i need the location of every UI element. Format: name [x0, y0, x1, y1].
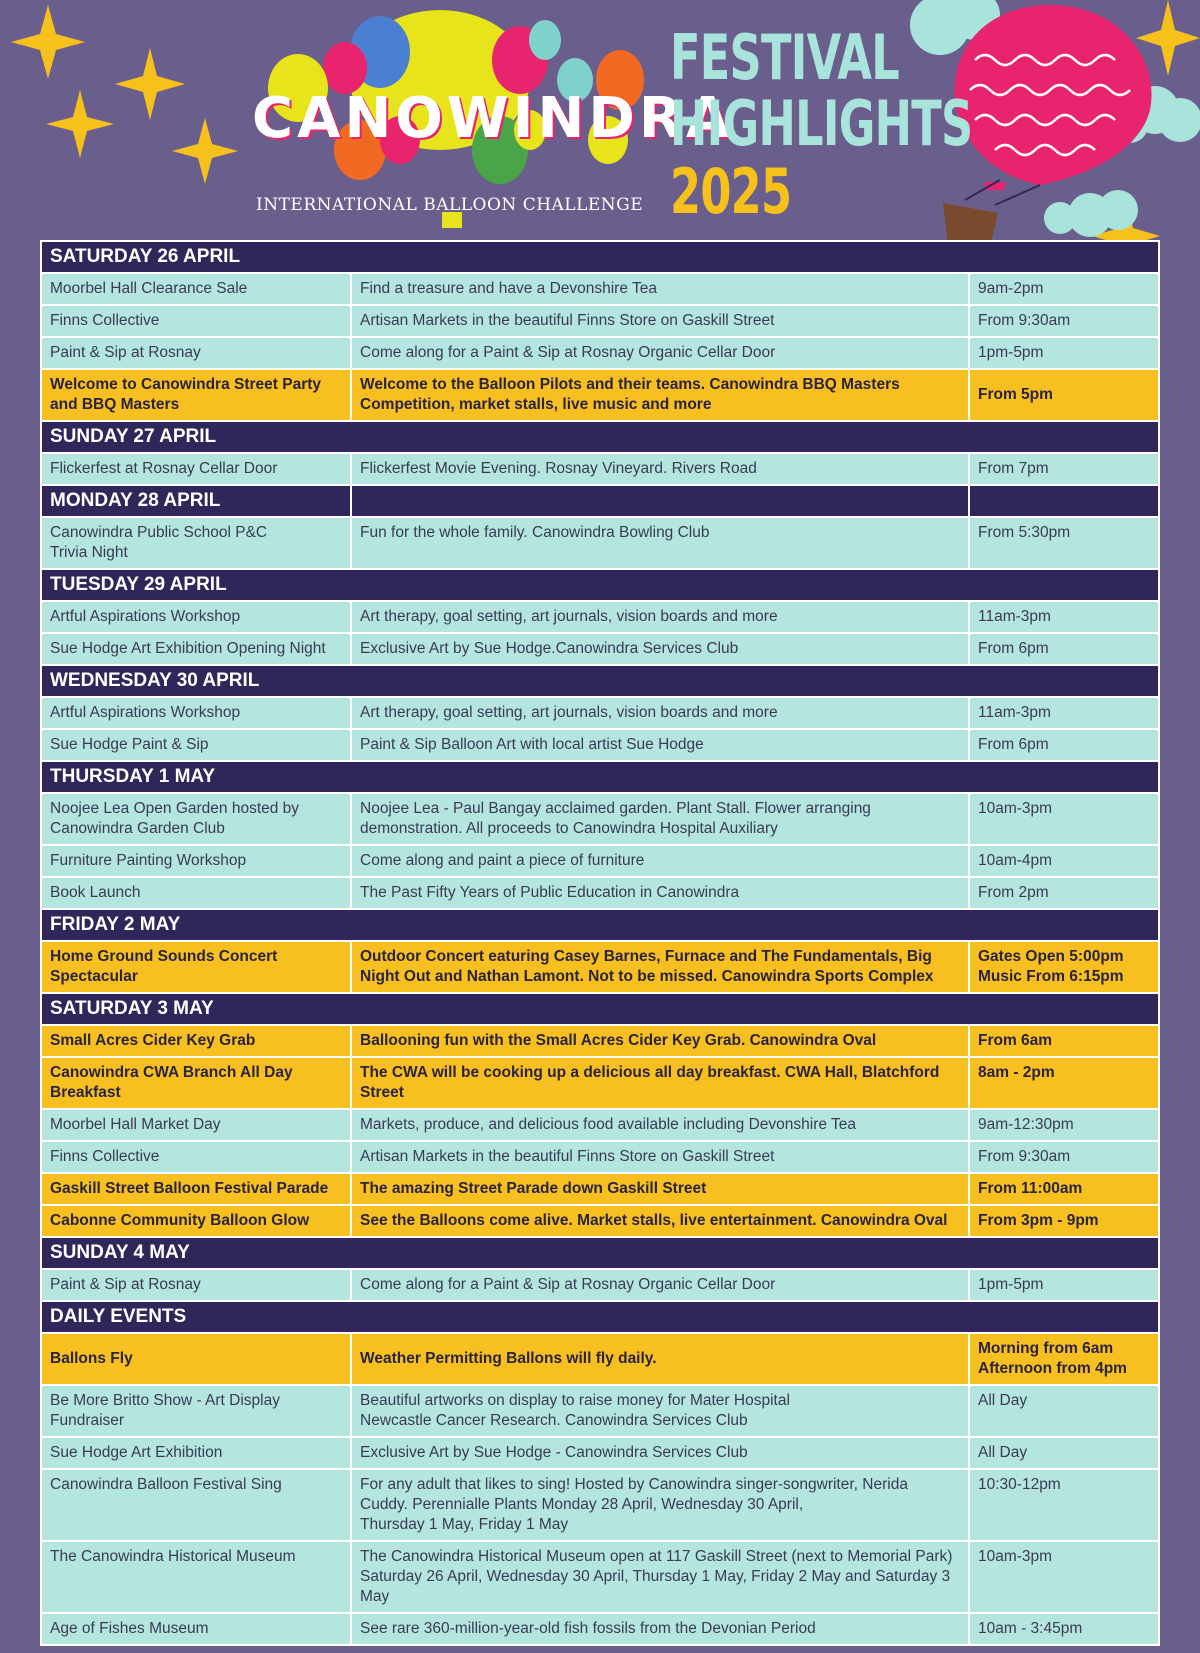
event-row — [41, 1469, 1159, 1541]
event-time: From 6am — [969, 1025, 1159, 1057]
event-time: 9am-12:30pm — [969, 1109, 1159, 1141]
event-row — [41, 877, 1159, 909]
event-row — [41, 1541, 1159, 1613]
day-header: SUNDAY 4 MAY — [41, 1237, 1159, 1269]
event-description: For any adult that likes to sing! Hosted by Canowindra singer-songwriter, Nerida Cuddy. Perennialle Plants Monday 28 April, Wednesday 30 April, Thursday 1 May, Friday 1 May — [351, 1469, 969, 1541]
day-header-row — [41, 485, 1159, 517]
event-description: The Canowindra Historical Museum open at 117 Gaskill Street (next to Memorial Park) Saturday 26 April, Wednesday 30 April, Thursday 1 May, Friday 2 May and Saturday 3 May — [351, 1541, 969, 1613]
event-name: Sue Hodge Art Exhibition Opening Night — [41, 633, 351, 665]
event-row — [41, 1613, 1159, 1645]
event-time: From 9:30am — [969, 1141, 1159, 1173]
event-description: Exclusive Art by Sue Hodge.Canowindra Services Club — [351, 633, 969, 665]
event-description: Exclusive Art by Sue Hodge - Canowindra Services Club — [351, 1437, 969, 1469]
highlight-event-row — [41, 941, 1159, 993]
day-header-row — [41, 241, 1159, 273]
event-name: Sue Hodge Art Exhibition — [41, 1437, 351, 1469]
event-description: Markets, produce, and delicious food available including Devonshire Tea — [351, 1109, 969, 1141]
event-name: Home Ground Sounds Concert Spectacular — [41, 941, 351, 993]
event-description: Paint & Sip Balloon Art with local artist Sue Hodge — [351, 729, 969, 761]
event-name: Finns Collective — [41, 305, 351, 337]
event-description: Come along for a Paint & Sip at Rosnay Organic Cellar Door — [351, 337, 969, 369]
event-time: Morning from 6am Afternoon from 4pm — [969, 1333, 1159, 1385]
event-time: From 6pm — [969, 633, 1159, 665]
event-time: 9am-2pm — [969, 273, 1159, 305]
festival-header — [0, 0, 1200, 240]
highlight-event-row — [41, 1205, 1159, 1237]
event-row — [41, 1269, 1159, 1301]
event-time: 1pm-5pm — [969, 337, 1159, 369]
event-name: Paint & Sip at Rosnay — [41, 337, 351, 369]
event-row — [41, 601, 1159, 633]
event-name: Moorbel Hall Clearance Sale — [41, 273, 351, 305]
event-name: Canowindra Balloon Festival Sing — [41, 1469, 351, 1541]
day-header: TUESDAY 29 APRIL — [41, 569, 1159, 601]
event-description: Weather Permitting Ballons will fly daily. — [351, 1333, 969, 1385]
event-row — [41, 517, 1159, 569]
highlight-event-row — [41, 1333, 1159, 1385]
event-name: Flickerfest at Rosnay Cellar Door — [41, 453, 351, 485]
day-header-row — [41, 909, 1159, 941]
event-row — [41, 453, 1159, 485]
event-description: Outdoor Concert eaturing Casey Barnes, Furnace and The Fundamentals, Big Night Out and Nathan Lamont. Not to be missed. Canowindra Sports Complex — [351, 941, 969, 993]
event-description: Beautiful artworks on display to raise money for Mater Hospital Newcastle Cancer Research. Canowindra Services Club — [351, 1385, 969, 1437]
title-festival: FESTIVAL — [670, 21, 899, 94]
event-name: Gaskill Street Balloon Festival Parade — [41, 1173, 351, 1205]
day-header-row — [41, 421, 1159, 453]
event-row — [41, 305, 1159, 337]
event-row — [41, 1385, 1159, 1437]
event-name: Book Launch — [41, 877, 351, 909]
highlight-event-row — [41, 1173, 1159, 1205]
event-time: From 2pm — [969, 877, 1159, 909]
event-name: Artful Aspirations Workshop — [41, 697, 351, 729]
event-description: The amazing Street Parade down Gaskill Street — [351, 1173, 969, 1205]
event-name: Welcome to Canowindra Street Party and BBQ Masters — [41, 369, 351, 421]
event-time: 10am-3pm — [969, 1541, 1159, 1613]
day-header: SATURDAY 3 MAY — [41, 993, 1159, 1025]
event-time: From 7pm — [969, 453, 1159, 485]
title-highlights: HIGHLIGHTS — [670, 87, 973, 160]
event-description: Welcome to the Balloon Pilots and their teams. Canowindra BBQ Masters Competition, market stalls, live music and more — [351, 369, 969, 421]
event-time: 11am-3pm — [969, 697, 1159, 729]
event-time: From 5:30pm — [969, 517, 1159, 569]
event-time: From 6pm — [969, 729, 1159, 761]
event-name: Finns Collective — [41, 1141, 351, 1173]
event-time: From 11:00am — [969, 1173, 1159, 1205]
event-time: 11am-3pm — [969, 601, 1159, 633]
day-header-row — [41, 665, 1159, 697]
event-time: All Day — [969, 1385, 1159, 1437]
event-row — [41, 845, 1159, 877]
event-description: The CWA will be cooking up a delicious all day breakfast. CWA Hall, Blatchford Street — [351, 1057, 969, 1109]
day-header: MONDAY 28 APRIL — [41, 485, 351, 517]
event-description: Art therapy, goal setting, art journals, vision boards and more — [351, 601, 969, 633]
event-description: Noojee Lea - Paul Bangay acclaimed garden. Plant Stall. Flower arranging demonstration. All proceeds to Canowindra Hospital Auxiliary — [351, 793, 969, 845]
highlight-event-row — [41, 1025, 1159, 1057]
event-time: From 9:30am — [969, 305, 1159, 337]
day-header-row — [41, 761, 1159, 793]
event-time: 10am-4pm — [969, 845, 1159, 877]
day-header: SUNDAY 27 APRIL — [41, 421, 1159, 453]
day-header-row — [41, 1237, 1159, 1269]
event-name: Noojee Lea Open Garden hosted by Canowindra Garden Club — [41, 793, 351, 845]
highlight-event-row — [41, 1057, 1159, 1109]
day-header: FRIDAY 2 MAY — [41, 909, 1159, 941]
day-header-row — [41, 569, 1159, 601]
event-row — [41, 633, 1159, 665]
event-description: Artisan Markets in the beautiful Finns Store on Gaskill Street — [351, 1141, 969, 1173]
event-name: Sue Hodge Paint & Sip — [41, 729, 351, 761]
event-time: 10am-3pm — [969, 793, 1159, 845]
event-description: Come along for a Paint & Sip at Rosnay Organic Cellar Door — [351, 1269, 969, 1301]
event-time: Gates Open 5:00pm Music From 6:15pm — [969, 941, 1159, 993]
event-time: 10am - 3:45pm — [969, 1613, 1159, 1645]
logo-wordmark: CANOWINDRA — [252, 86, 734, 151]
schedule-body — [41, 241, 1159, 1645]
day-header-empty-cell — [351, 485, 969, 517]
event-description: See rare 360-million-year-old fish fossils from the Devonian Period — [351, 1613, 969, 1645]
event-time: 10:30-12pm — [969, 1469, 1159, 1541]
day-header-row — [41, 1301, 1159, 1333]
event-description: The Past Fifty Years of Public Education in Canowindra — [351, 877, 969, 909]
event-description: Find a treasure and have a Devonshire Tea — [351, 273, 969, 305]
event-row — [41, 1109, 1159, 1141]
event-name: Ballons Fly — [41, 1333, 351, 1385]
event-time: From 5pm — [969, 369, 1159, 421]
event-name: Furniture Painting Workshop — [41, 845, 351, 877]
event-description: Artisan Markets in the beautiful Finns Store on Gaskill Street — [351, 305, 969, 337]
event-description: Art therapy, goal setting, art journals, vision boards and more — [351, 697, 969, 729]
event-time: 1pm-5pm — [969, 1269, 1159, 1301]
event-row — [41, 1141, 1159, 1173]
event-description: Flickerfest Movie Evening. Rosnay Vineyard. Rivers Road — [351, 453, 969, 485]
highlight-event-row — [41, 369, 1159, 421]
event-row — [41, 729, 1159, 761]
event-name: Small Acres Cider Key Grab — [41, 1025, 351, 1057]
event-row — [41, 273, 1159, 305]
day-header: THURSDAY 1 MAY — [41, 761, 1159, 793]
event-name: Moorbel Hall Market Day — [41, 1109, 351, 1141]
event-name: Artful Aspirations Workshop — [41, 601, 351, 633]
event-name: Canowindra Public School P&C Trivia Night — [41, 517, 351, 569]
event-row — [41, 1437, 1159, 1469]
event-name: Age of Fishes Museum — [41, 1613, 351, 1645]
event-description: Ballooning fun with the Small Acres Cider Key Grab. Canowindra Oval — [351, 1025, 969, 1057]
event-row — [41, 337, 1159, 369]
event-name: Paint & Sip at Rosnay — [41, 1269, 351, 1301]
day-header: DAILY EVENTS — [41, 1301, 1159, 1333]
day-header-empty-cell — [969, 485, 1159, 517]
event-description: See the Balloons come alive. Market stalls, live entertainment. Canowindra Oval — [351, 1205, 969, 1237]
event-row — [41, 793, 1159, 845]
event-name: Be More Britto Show - Art Display Fundraiser — [41, 1385, 351, 1437]
event-name: Cabonne Community Balloon Glow — [41, 1205, 351, 1237]
event-description: Come along and paint a piece of furniture — [351, 845, 969, 877]
day-header: WEDNESDAY 30 APRIL — [41, 665, 1159, 697]
event-name: The Canowindra Historical Museum — [41, 1541, 351, 1613]
event-name: Canowindra CWA Branch All Day Breakfast — [41, 1057, 351, 1109]
event-time: All Day — [969, 1437, 1159, 1469]
event-row — [41, 697, 1159, 729]
title-year: 2025 — [670, 155, 792, 228]
event-time: From 3pm - 9pm — [969, 1205, 1159, 1237]
day-header-row — [41, 993, 1159, 1025]
event-time: 8am - 2pm — [969, 1057, 1159, 1109]
day-header: SATURDAY 26 APRIL — [41, 241, 1159, 273]
event-description: Fun for the whole family. Canowindra Bowling Club — [351, 517, 969, 569]
event-schedule-table — [40, 240, 1160, 1646]
logo-subtitle: INTERNATIONAL BALLOON CHALLENGE — [256, 195, 644, 215]
